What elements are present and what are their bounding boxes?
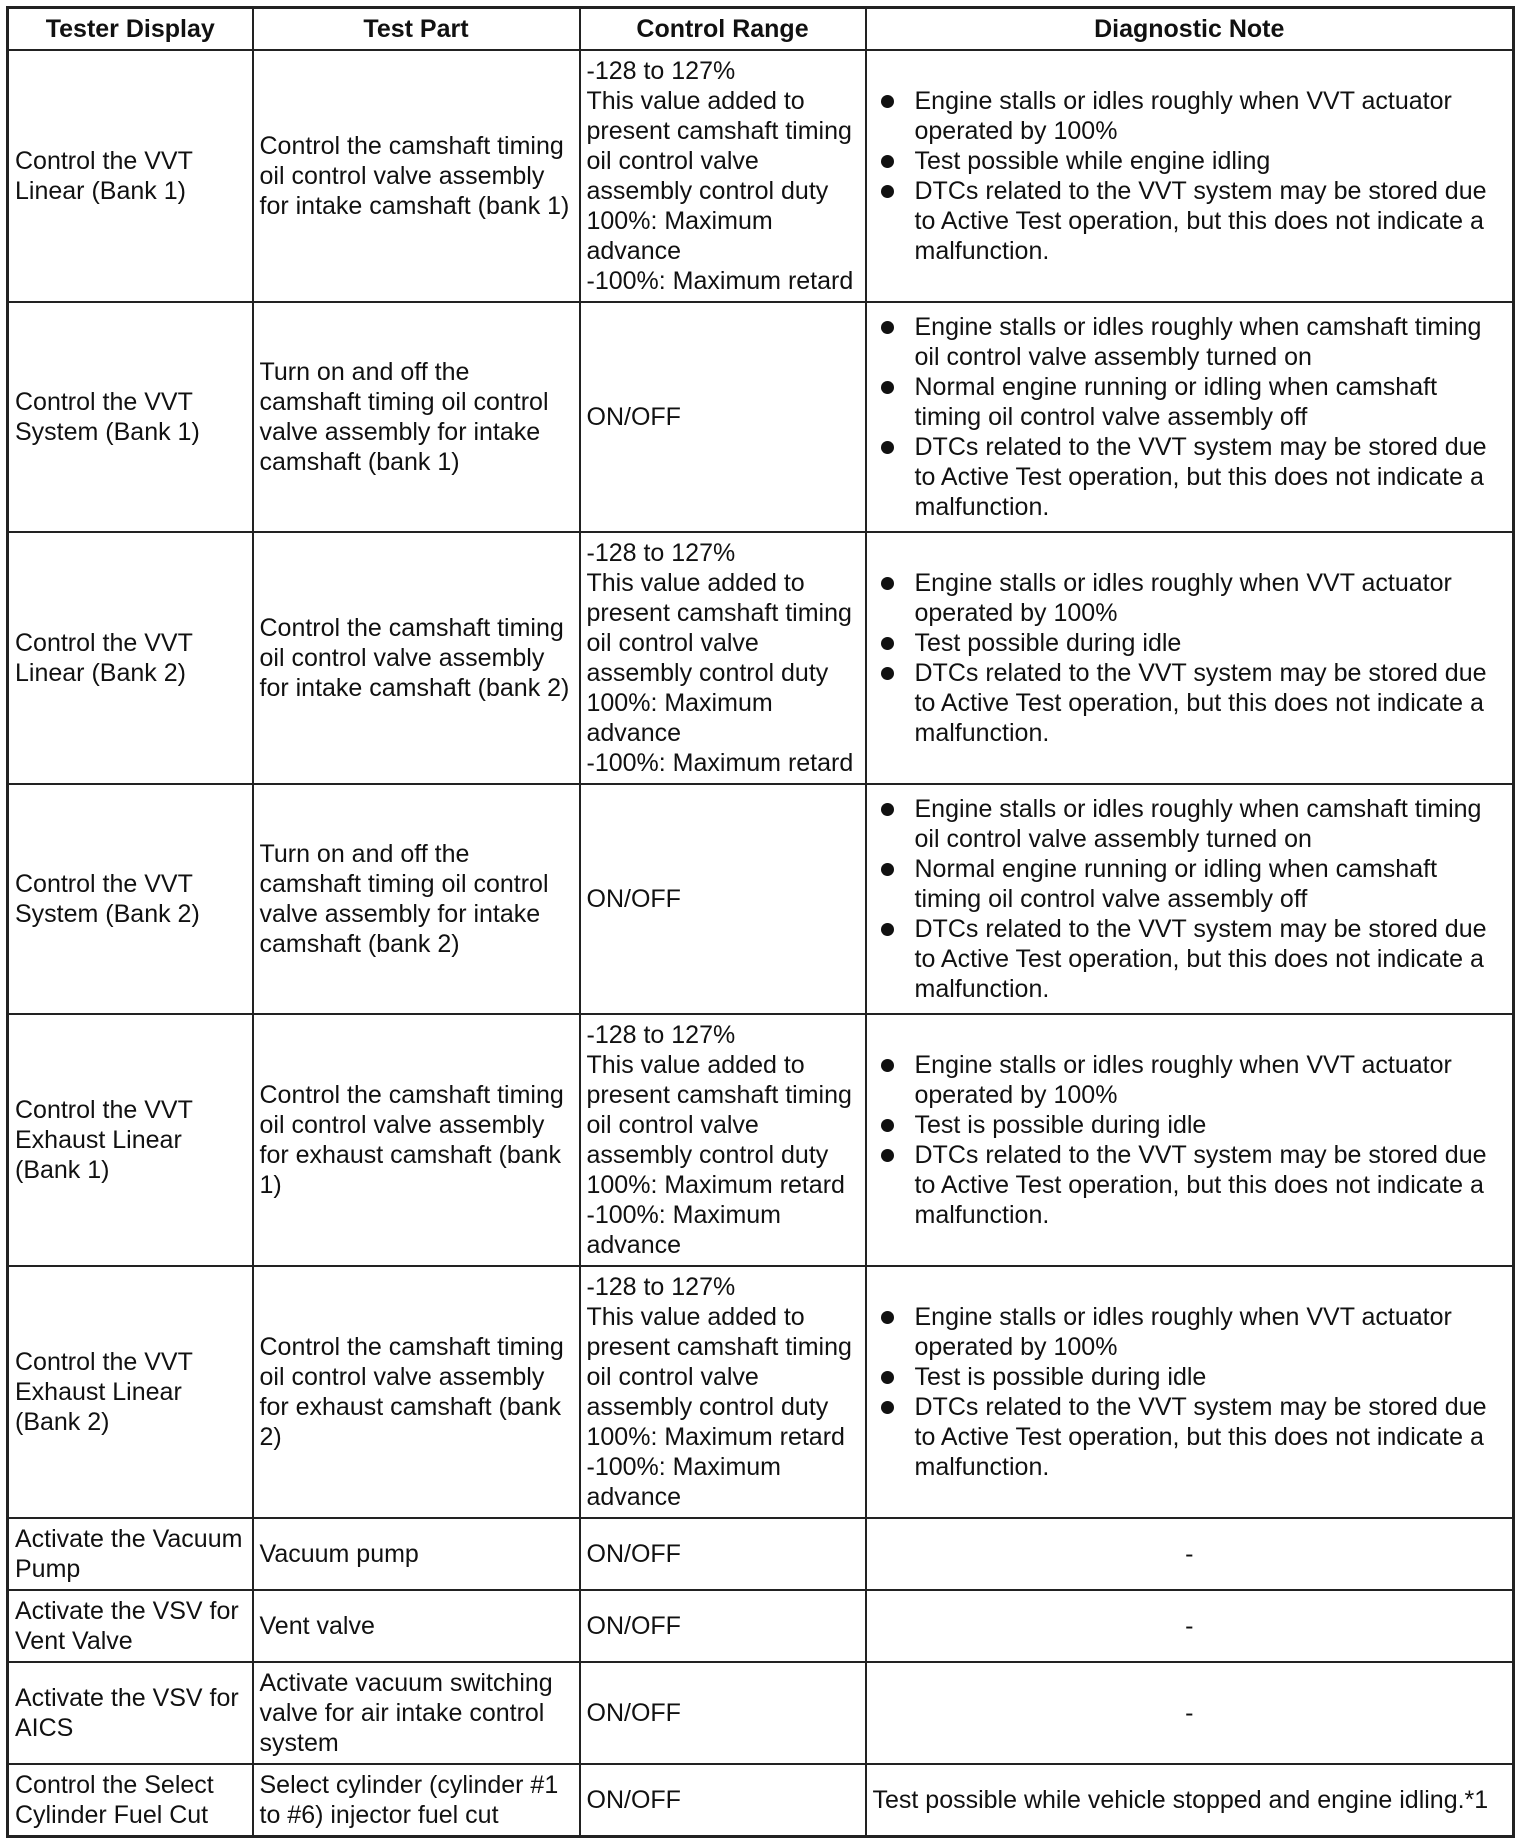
note-item: Normal engine running or idling when camshaft timing oil control valve assembly off [915,372,1507,432]
tester-display-cell: Control the VVT Exhaust Linear (Bank 2) [8,1266,253,1518]
control-range-cell: ON/OFF [580,1764,866,1836]
note-list [873,1050,1507,1230]
note-item: DTCs related to the VVT system may be stored due to Active Test operation, but this does not indicate a malfunction. [915,1140,1507,1230]
note-item: Engine stalls or idles roughly when VVT actuator operated by 100% [915,1302,1507,1362]
diagnostic-note-cell [866,50,1514,302]
note-item: Engine stalls or idles roughly when VVT actuator operated by 100% [915,86,1507,146]
test-part-cell: Turn on and off the camshaft timing oil control valve assembly for intake camshaft (bank 2) [253,784,580,1014]
table-row [8,1266,1514,1518]
column-header-tester-display: Tester Display [8,8,253,51]
tester-display-cell: Activate the VSV for AICS [8,1662,253,1764]
control-range-cell: -128 to 127% This value added to present camshaft timing oil control valve assembly control duty 100%: Maximum retard -100%: Maximum advance [580,1266,866,1518]
tester-display-cell: Control the Select Cylinder Fuel Cut [8,1764,253,1836]
column-header-test-part: Test Part [253,8,580,51]
tester-display-cell: Control the VVT Exhaust Linear (Bank 1) [8,1014,253,1266]
note-list [873,1302,1507,1482]
note-item: Test is possible during idle [915,1110,1507,1140]
note-item: DTCs related to the VVT system may be stored due to Active Test operation, but this does not indicate a malfunction. [915,176,1507,266]
diagnostic-note-cell [866,1014,1514,1266]
control-range-cell: ON/OFF [580,784,866,1014]
table-row [8,302,1514,532]
table-row [8,1764,1514,1836]
control-range-cell: ON/OFF [580,1518,866,1590]
control-range-cell: ON/OFF [580,1662,866,1764]
column-header-control-range: Control Range [580,8,866,51]
note-item: Engine stalls or idles roughly when VVT actuator operated by 100% [915,568,1507,628]
diagnostic-note-cell: - [866,1590,1514,1662]
test-part-cell: Turn on and off the camshaft timing oil control valve assembly for intake camshaft (bank 1) [253,302,580,532]
control-range-cell: -128 to 127% This value added to present camshaft timing oil control valve assembly control duty 100%: Maximum retard -100%: Maximum advance [580,1014,866,1266]
table-row [8,1662,1514,1764]
table-row [8,1590,1514,1662]
control-range-cell: ON/OFF [580,1590,866,1662]
test-part-cell: Select cylinder (cylinder #1 to #6) injector fuel cut [253,1764,580,1836]
table-row [8,50,1514,302]
tester-display-cell: Activate the VSV for Vent Valve [8,1590,253,1662]
diagnostic-note-cell [866,532,1514,784]
note-item: Engine stalls or idles roughly when camshaft timing oil control valve assembly turned on [915,312,1507,372]
test-part-cell: Control the camshaft timing oil control valve assembly for intake camshaft (bank 2) [253,532,580,784]
diagnostic-note-cell [866,1266,1514,1518]
tester-display-cell: Control the VVT Linear (Bank 2) [8,532,253,784]
table-row [8,1518,1514,1590]
header-row [8,8,1514,51]
note-item: Normal engine running or idling when camshaft timing oil control valve assembly off [915,854,1507,914]
note-item: DTCs related to the VVT system may be stored due to Active Test operation, but this does not indicate a malfunction. [915,914,1507,1004]
note-item: Test possible during idle [915,628,1507,658]
diagnostic-note-cell [866,302,1514,532]
test-part-cell: Control the camshaft timing oil control valve assembly for intake camshaft (bank 1) [253,50,580,302]
diagnostic-note-cell [866,784,1514,1014]
tester-display-cell: Activate the Vacuum Pump [8,1518,253,1590]
note-item: DTCs related to the VVT system may be stored due to Active Test operation, but this does not indicate a malfunction. [915,1392,1507,1482]
note-item: DTCs related to the VVT system may be stored due to Active Test operation, but this does not indicate a malfunction. [915,432,1507,522]
test-part-cell: Vent valve [253,1590,580,1662]
control-range-cell: -128 to 127% This value added to present camshaft timing oil control valve assembly control duty 100%: Maximum advance -100%: Maximum retard [580,532,866,784]
diagnostic-note-cell: - [866,1662,1514,1764]
table-row [8,532,1514,784]
note-list [873,568,1507,748]
note-item: Engine stalls or idles roughly when VVT actuator operated by 100% [915,1050,1507,1110]
note-item: Test possible while engine idling [915,146,1507,176]
note-item: Test is possible during idle [915,1362,1507,1392]
note-item: Engine stalls or idles roughly when camshaft timing oil control valve assembly turned on [915,794,1507,854]
table-row [8,784,1514,1014]
active-test-table [6,6,1515,1838]
table-row [8,1014,1514,1266]
control-range-cell: -128 to 127% This value added to present camshaft timing oil control valve assembly control duty 100%: Maximum advance -100%: Maximum retard [580,50,866,302]
note-list [873,794,1507,1004]
control-range-cell: ON/OFF [580,302,866,532]
test-part-cell: Activate vacuum switching valve for air intake control system [253,1662,580,1764]
note-list [873,86,1507,266]
test-part-cell: Control the camshaft timing oil control valve assembly for exhaust camshaft (bank 2) [253,1266,580,1518]
note-item: DTCs related to the VVT system may be stored due to Active Test operation, but this does not indicate a malfunction. [915,658,1507,748]
tester-display-cell: Control the VVT System (Bank 1) [8,302,253,532]
note-list [873,312,1507,522]
column-header-diagnostic-note: Diagnostic Note [866,8,1514,51]
tester-display-cell: Control the VVT Linear (Bank 1) [8,50,253,302]
tester-display-cell: Control the VVT System (Bank 2) [8,784,253,1014]
test-part-cell: Control the camshaft timing oil control valve assembly for exhaust camshaft (bank 1) [253,1014,580,1266]
diagnostic-note-cell: Test possible while vehicle stopped and engine idling.*1 [866,1764,1514,1836]
diagnostic-note-cell: - [866,1518,1514,1590]
test-part-cell: Vacuum pump [253,1518,580,1590]
document-page [6,6,1512,1832]
